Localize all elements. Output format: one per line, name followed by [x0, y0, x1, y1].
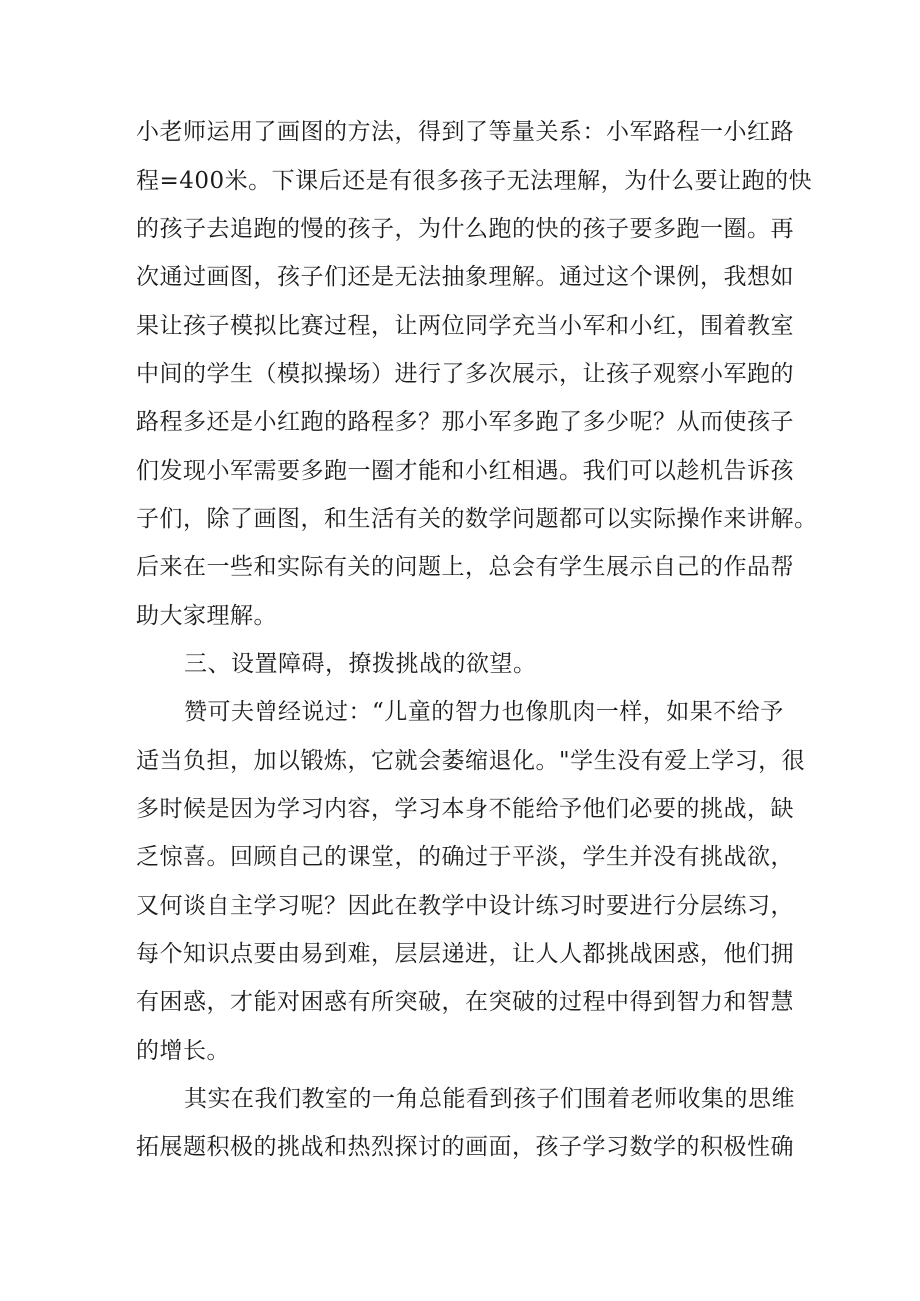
- body-text-line: 果让孩子模拟比赛过程，让两位同学充当小军和小红，围着教室: [136, 313, 794, 339]
- body-text-line: 次通过画图，孩子们还是无法抽象理解。通过这个课例，我想如: [136, 264, 794, 290]
- body-text-line: 后来在一些和实际有关的问题上，总会有学生展示自己的作品帮: [136, 554, 794, 580]
- body-text-line: 其实在我们教室的一角总能看到孩子们围着老师收集的思维: [184, 1086, 795, 1112]
- body-text-line: 每个知识点要由易到难，层层递进，让人人都挑战困惑，他们拥: [136, 941, 794, 967]
- body-text-line: 中间的学生（模拟操场）进行了多次展示，让孩子观察小军跑的: [136, 361, 794, 387]
- body-text-line: 适当负担，加以锻炼，它就会萎缩退化。"学生没有爱上学习，很: [136, 748, 806, 774]
- body-text-line: 程=400米。下课后还是有很多孩子无法理解，为什么要让跑的快: [136, 168, 813, 194]
- body-text-line: 多时候是因为学习内容，学习本身不能给予他们必要的挑战，缺: [136, 796, 794, 822]
- section-heading: 三、设置障碍，撩拨挑战的欲望。: [184, 651, 537, 677]
- body-text-line: 赞可夫曾经说过：“儿童的智力也像肌肉一样，如果不给予: [184, 699, 784, 725]
- body-text-line: 又何谈自主学习呢？因此在教学中设计练习时要进行分层练习，: [136, 893, 794, 919]
- body-text-line: 小老师运用了画图的方法，得到了等量关系：小军路程一小红路: [136, 119, 794, 145]
- body-text-line: 乏惊喜。回顾自己的课堂，的确过于平淡，学生并没有挑战欲，: [136, 844, 794, 870]
- body-text-line: 有困惑，才能对困惑有所突破，在突破的过程中得到智力和智慧: [136, 989, 794, 1015]
- body-text-line: 拓展题积极的挑战和热烈探讨的画面，孩子学习数学的积极性确: [136, 1134, 794, 1160]
- body-text-line: 路程多还是小红跑的路程多？那小军多跑了多少呢？从而使孩子: [136, 409, 794, 435]
- body-text-line: 助大家理解。: [136, 603, 277, 629]
- body-text-line: 子们，除了画图，和生活有关的数学问题都可以实际操作来讲解。: [136, 506, 818, 532]
- body-text-line: 的增长。: [136, 1038, 230, 1064]
- body-text-line: 们发现小军需要多跑一圈才能和小红相遇。我们可以趁机告诉孩: [136, 458, 794, 484]
- body-text-line: 的孩子去追跑的慢的孩子，为什么跑的快的孩子要多跑一圈。再: [136, 216, 794, 242]
